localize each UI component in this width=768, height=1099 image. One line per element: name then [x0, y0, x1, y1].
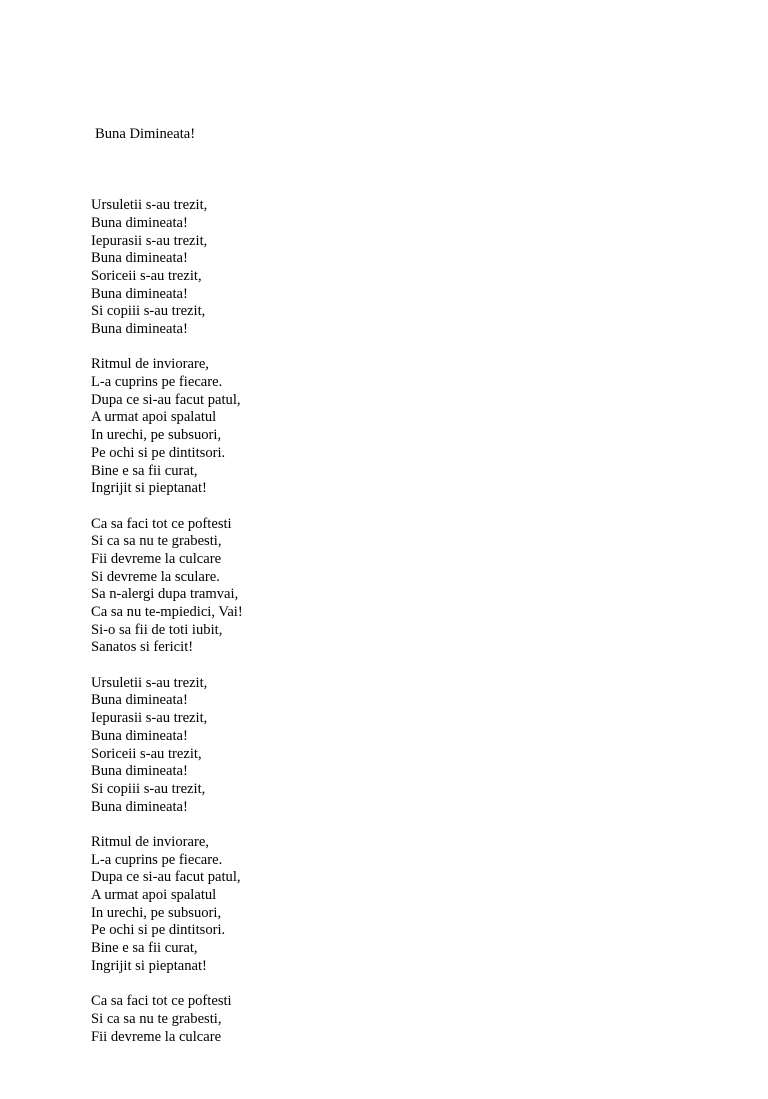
poem-line: Dupa ce si-au facut patul, [91, 391, 241, 408]
poem-stanza-4 [91, 675, 243, 817]
poem-line: Buna dimineata! [91, 250, 188, 267]
poem-line: Ca sa faci tot ce poftesti [91, 993, 232, 1010]
poem-line: Ca sa nu te-mpiedici, Vai! [91, 604, 243, 621]
poem-stanza-3 [91, 516, 243, 658]
poem-line: Buna dimineata! [91, 763, 188, 780]
poem-line: Ritmul de inviorare, [91, 356, 209, 373]
poem-line: Si ca sa nu te grabesti, [91, 533, 222, 550]
poem-line: L-a cuprins pe fiecare. [91, 374, 223, 391]
poem-line: Fii devreme la culcare [91, 550, 222, 567]
poem-title: Buna Dimineata! [95, 126, 196, 143]
poem-line: Fii devreme la culcare [91, 1028, 222, 1045]
poem-line: A urmat apoi spalatul [91, 887, 217, 904]
poem-line: Buna dimineata! [91, 692, 188, 709]
poem-line: A urmat apoi spalatul [91, 409, 217, 426]
poem-line: Ca sa faci tot ce poftesti [91, 515, 232, 532]
poem-line: Buna dimineata! [91, 727, 188, 744]
poem-line: Buna dimineata! [91, 214, 188, 231]
poem-line: Ingrijit si pieptanat! [91, 480, 207, 497]
poem-body [91, 91, 243, 1099]
poem-line: Sa n-alergi dupa tramvai, [91, 586, 239, 603]
poem-line: Si copiii s-au trezit, [91, 780, 206, 797]
poem-line: Ingrijit si pieptanat! [91, 957, 207, 974]
poem-line: Bine e sa fii curat, [91, 462, 198, 479]
poem-line: Pe ochi si pe dintitsori. [91, 922, 226, 939]
poem-stanza-6 [91, 993, 243, 1046]
poem-line: Buna dimineata! [91, 321, 188, 338]
poem-line: L-a cuprins pe fiecare. [91, 851, 223, 868]
poem-line: Si-o sa fii de toti iubit, [91, 621, 223, 638]
poem-line: Si devreme la sculare. [91, 568, 220, 585]
poem-stanza-2 [91, 356, 243, 498]
poem-line: Iepurasii s-au trezit, [91, 710, 208, 727]
poem-stanza-1 [91, 197, 243, 339]
poem-line: Si ca sa nu te grabesti, [91, 1010, 222, 1027]
poem-line: Buna dimineata! [91, 798, 188, 815]
poem-line: Ursuletii s-au trezit, [91, 674, 208, 691]
poem-stanzas [91, 197, 243, 1046]
poem-line: Ursuletii s-au trezit, [91, 197, 208, 214]
poem-line: Si copiii s-au trezit, [91, 303, 206, 320]
poem-line: Iepurasii s-au trezit, [91, 232, 208, 249]
poem-line: Soriceii s-au trezit, [91, 267, 202, 284]
poem-line: In urechi, pe subsuori, [91, 904, 222, 921]
poem-line: Buna dimineata! [91, 285, 188, 302]
poem-line: Pe ochi si pe dintitsori. [91, 444, 226, 461]
poem-line: Soriceii s-au trezit, [91, 745, 202, 762]
poem-line: Dupa ce si-au facut patul, [91, 869, 241, 886]
poem-stanza-5 [91, 834, 243, 976]
poem-line: In urechi, pe subsuori, [91, 427, 222, 444]
poem-line: Ritmul de inviorare, [91, 833, 209, 850]
poem-line: Bine e sa fii curat, [91, 940, 198, 957]
poem-line: Sanatos si fericit! [91, 639, 194, 656]
